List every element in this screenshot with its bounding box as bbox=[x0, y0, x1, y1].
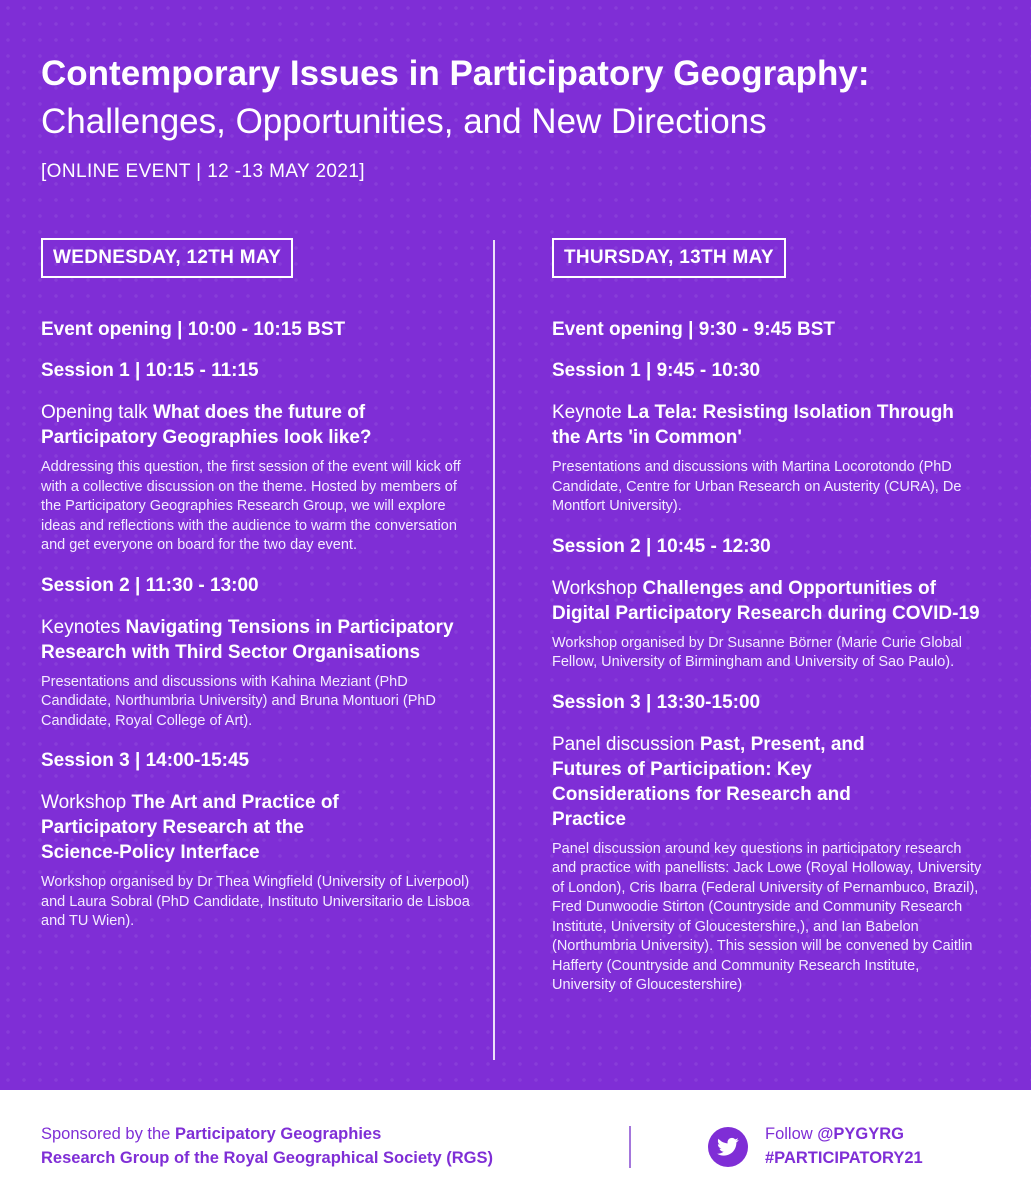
session-slot: Session 1 | 10:15 - 11:15 bbox=[41, 360, 259, 381]
follow-text bbox=[765, 1122, 923, 1170]
session-title bbox=[552, 400, 982, 450]
session-slot: Session 3 | 14:00-15:45 bbox=[41, 750, 250, 771]
session-name: Past, Present, and Futures of Participation: Key Considerations for Research and Practice bbox=[552, 733, 865, 830]
session-name: La Tela: Resisting Isolation Through the Arts 'in Common' bbox=[552, 402, 954, 448]
session-slot: Session 1 | 9:45 - 10:30 bbox=[552, 360, 761, 381]
day-heading-thursday: THURSDAY, 13TH MAY bbox=[552, 238, 786, 278]
sponsor-name: Participatory Geographies bbox=[174, 1125, 382, 1143]
session-description: Addressing this question, the first session of the event will kick off with a collective discussion on the theme. Hosted by members of the Participatory Geographies Research Group, we will explore ideas and reflections with the audience to warm the conversation and get everyone on board for the two day event. bbox=[41, 459, 461, 553]
session-name: Navigating Tensions in Participatory Research with Third Sector Organisations bbox=[41, 616, 454, 663]
session-name: Challenges and Opportunities of Digital Participatory Research during COVID-19 bbox=[552, 577, 980, 624]
opening-slot: Event opening | 9:30 - 9:45 BST bbox=[552, 319, 835, 340]
sponsor-text bbox=[41, 1122, 601, 1170]
session-title bbox=[41, 400, 471, 450]
session-type: Workshop bbox=[41, 792, 127, 813]
footer-divider bbox=[629, 1126, 631, 1168]
column-divider bbox=[493, 240, 495, 1060]
day-heading-wednesday: WEDNESDAY, 12TH MAY bbox=[41, 238, 293, 278]
sponsor-name-cont: Research Group of the Royal Geographical Society (RGS) bbox=[41, 1149, 494, 1167]
session-description: Presentations and discussions with Kahina Meziant (PhD Candidate, Northumbria University) and Bruna Montuori (PhD Candidate, Royal College of Art). bbox=[41, 673, 436, 729]
session-title bbox=[552, 576, 982, 626]
session-slot: Session 2 | 10:45 - 12:30 bbox=[552, 535, 771, 557]
opening-slot: Event opening | 10:00 - 10:15 BST bbox=[41, 319, 346, 340]
session-type: Opening talk bbox=[41, 402, 148, 423]
sponsor-prefix: Sponsored by the bbox=[41, 1125, 171, 1143]
session-name: What does the future of Participatory Geographies look like? bbox=[41, 402, 372, 448]
twitter-handle[interactable]: @PYGYRG bbox=[817, 1125, 904, 1143]
session-title bbox=[41, 615, 471, 665]
session-type: Keynotes bbox=[41, 616, 121, 638]
session-type: Workshop bbox=[552, 577, 638, 599]
event-date-line: [ONLINE EVENT | 12 -13 MAY 2021] bbox=[41, 161, 365, 182]
session-title bbox=[552, 732, 892, 832]
session-type: Keynote bbox=[552, 402, 622, 423]
session-slot: Session 3 | 13:30-15:00 bbox=[552, 691, 761, 713]
session-title bbox=[41, 790, 381, 865]
thursday-column bbox=[552, 238, 982, 1014]
session-name: The Art and Practice of Participatory Research at the Science-Policy Interface bbox=[41, 792, 339, 863]
session-description: Presentations and discussions with Martina Locorotondo (PhD Candidate, Centre for Urban Research on Austerity (CURA), De Montfort University). bbox=[552, 459, 962, 514]
follow-prefix: Follow bbox=[765, 1125, 813, 1143]
session-description: Workshop organised by Dr Thea Wingfield (University of Liverpool) and Laura Sobral (PhD Candidate, Instituto Universitario de Lisboa and TU Wien). bbox=[41, 874, 470, 929]
wednesday-column bbox=[41, 238, 471, 950]
session-description: Workshop organised by Dr Susanne Börner (Marie Curie Global Fellow, University of Birmingham and University of Sao Paulo). bbox=[552, 634, 962, 670]
twitter-bird-glyph bbox=[717, 1137, 739, 1157]
session-slot: Session 2 | 11:30 - 13:00 bbox=[41, 574, 259, 596]
hashtag[interactable]: #PARTICIPATORY21 bbox=[765, 1149, 923, 1167]
session-description: Panel discussion around key questions in participatory research and practice with panellists: Jack Lowe (Royal Holloway, University of London), Cris Ibarra (Federal University of Pernambuco, Brazil), Fred Dunwoodie Stirton (Countryside and Community Research Institute, University of Gloucestershire,), and Ian Babelon (Northumbria University). This session will be convened by Caitlin Hafferty (Countryside and Community Research Institute, University of Gloucestershire) bbox=[552, 840, 982, 993]
session-type: Panel discussion bbox=[552, 733, 695, 755]
event-title: Contemporary Issues in Participatory Geography: bbox=[41, 54, 870, 93]
event-subtitle: Challenges, Opportunities, and New Directions bbox=[41, 102, 767, 141]
twitter-bird-icon bbox=[708, 1127, 748, 1167]
